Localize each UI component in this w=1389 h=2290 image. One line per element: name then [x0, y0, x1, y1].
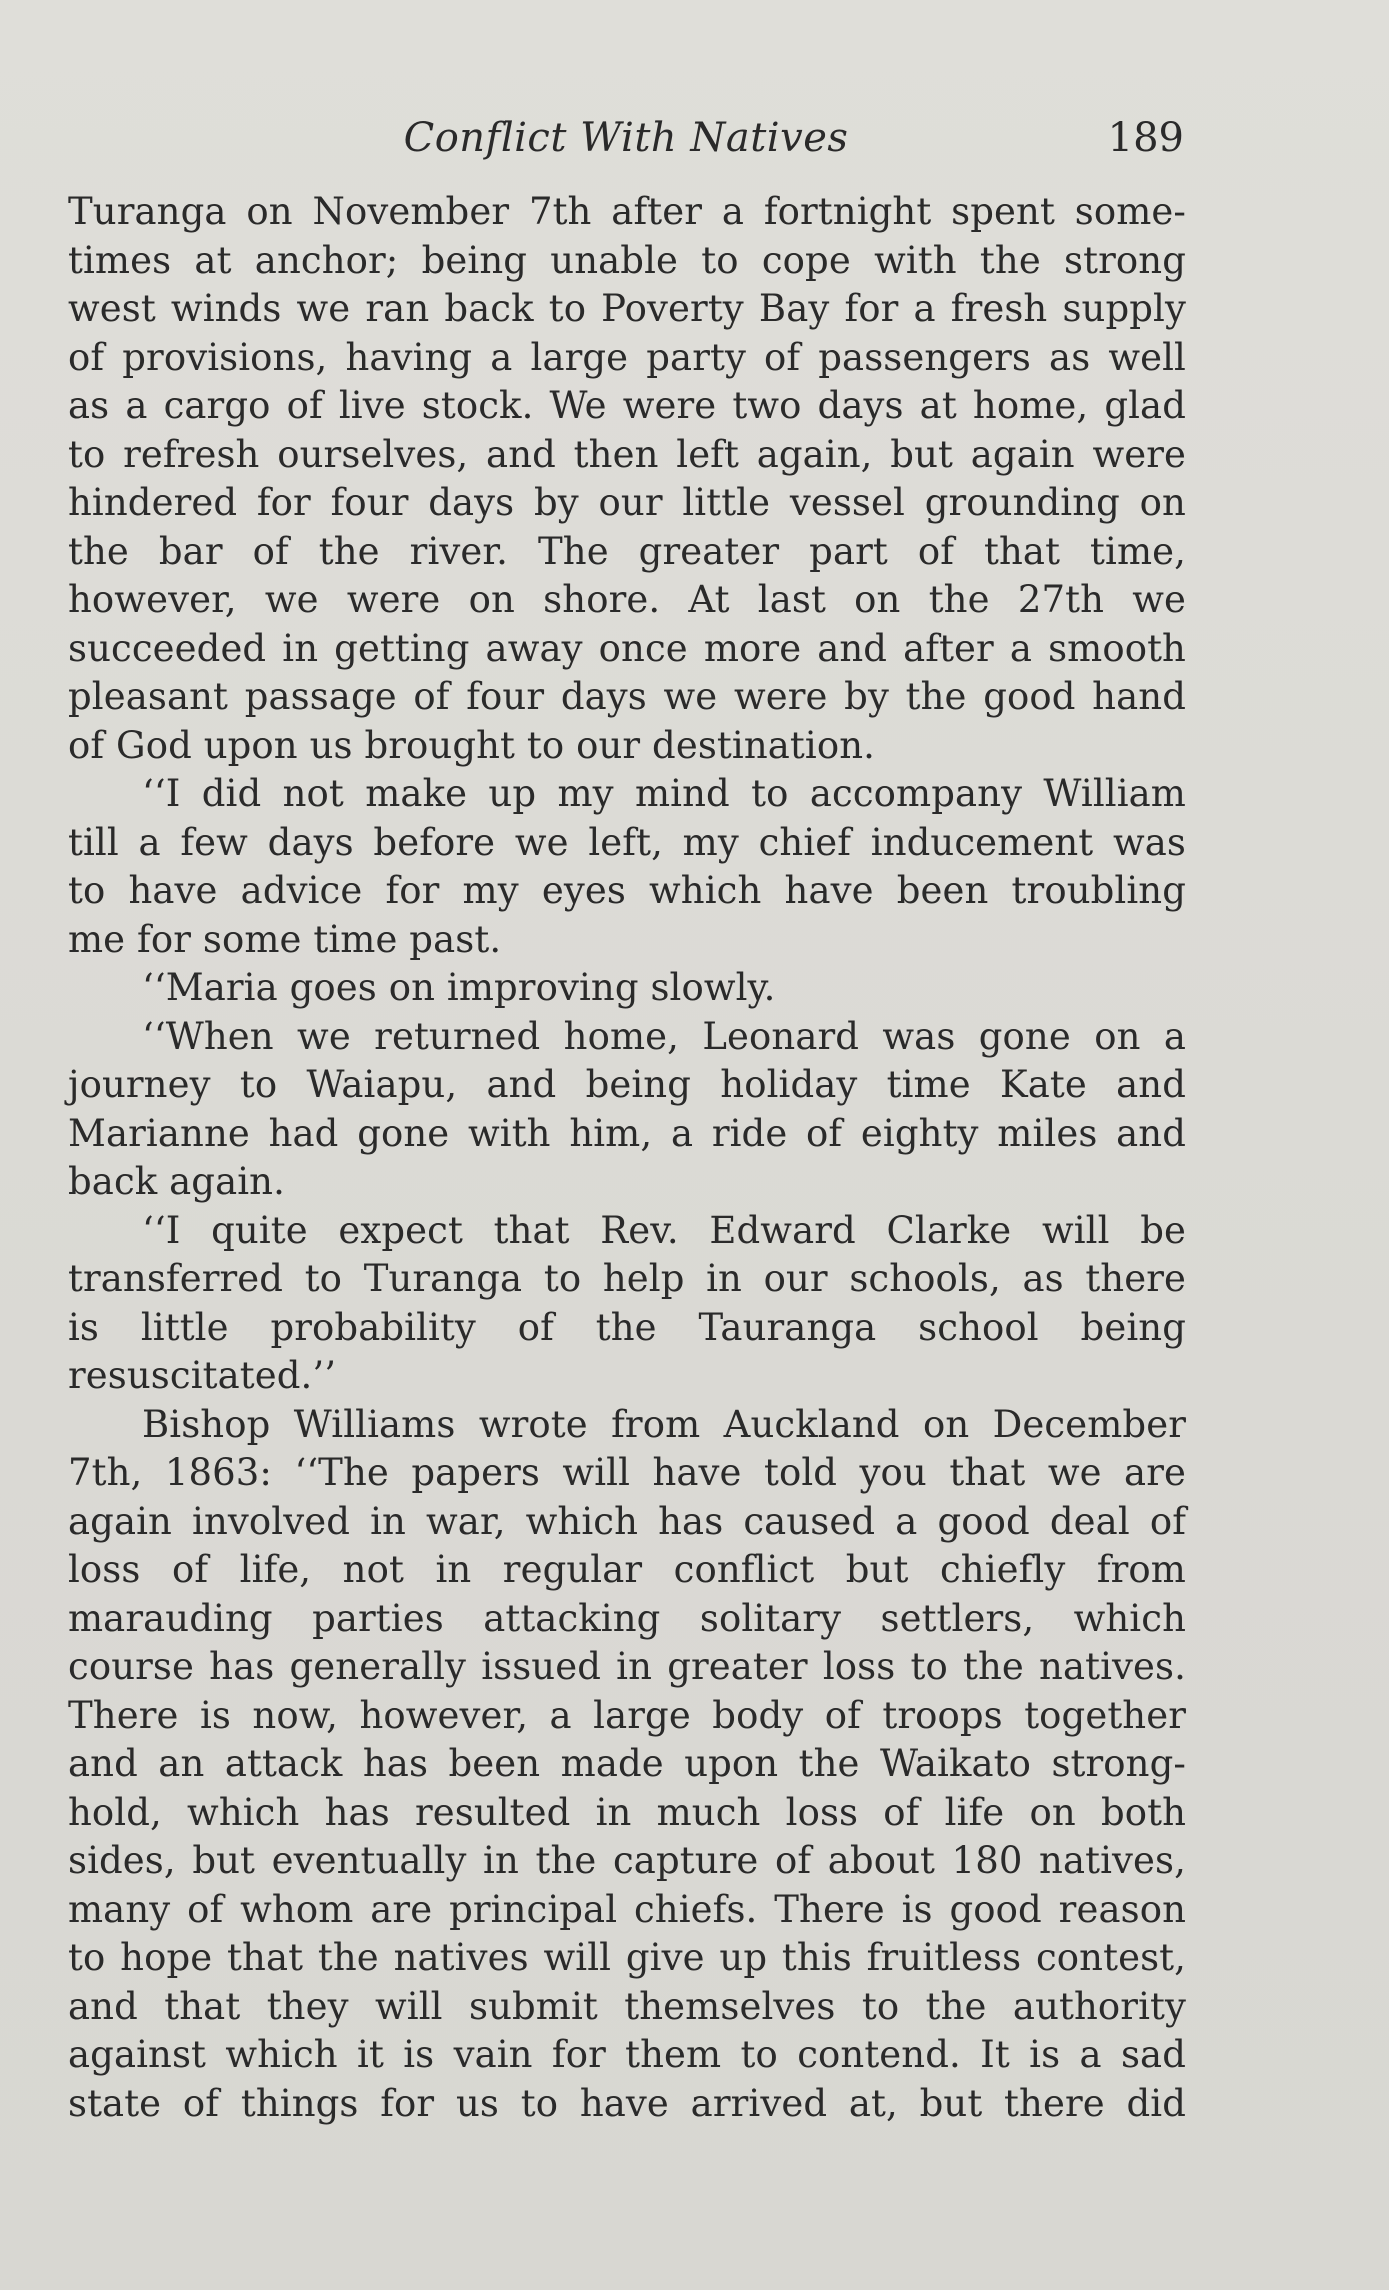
text-line: is little probability of the Tauranga school being [68, 1305, 1186, 1349]
text-line: hindered for four days by our little vessel grounding on [68, 481, 1186, 524]
text-line: me for some time past. [68, 917, 502, 961]
text-line: times at anchor; being unable to cope with the strong [68, 238, 1186, 282]
text-line: however, we were on shore. At last on the 27th we [68, 578, 1186, 621]
text-line: marauding parties attacking solitary settlers, which [68, 1596, 1186, 1640]
text-line: against which it is vain for them to contend. It is a sad [68, 2033, 1186, 2076]
text-line: course has generally issued in greater loss to the natives. [68, 1645, 1186, 1688]
text-line: resuscitated.’’ [68, 1354, 337, 1397]
text-line: to refresh ourselves, and then left again, but again were [68, 432, 1186, 476]
text-line: 7th, 1863: ‘‘The papers will have told you that we are [68, 1451, 1186, 1494]
text-line: ‘‘I did not make up my mind to accompany William [142, 772, 1186, 815]
text-line: state of things for us to have arrived at, but there did [68, 2081, 1186, 2125]
text-line: and that they will submit themselves to the authority [68, 1984, 1186, 2028]
text-line: of God upon us brought to our destination. [68, 723, 875, 767]
text-line: Marianne had gone with him, a ride of eighty miles and [68, 1111, 1186, 1155]
page-number: 189 [1107, 115, 1184, 161]
body-text [68, 188, 1186, 2128]
text-line: west winds we ran back to Poverty Bay for a fresh supply [68, 287, 1186, 330]
text-line: There is now, however, a large body of troops together [68, 1693, 1186, 1737]
text-line: again involved in war, which has caused a good deal of [68, 1499, 1186, 1543]
text-line: sides, but eventually in the capture of about 180 natives, [68, 1839, 1186, 1882]
text-line: many of whom are principal chiefs. There is good reason [68, 1887, 1186, 1931]
text-line: to hope that the natives will give up this fruitless contest, [68, 1936, 1186, 1979]
text-line: Turanga on November 7th after a fortnight spent some- [68, 190, 1186, 233]
text-line: journey to Waiapu, and being holiday time Kate and [68, 1063, 1186, 1106]
text-line: transferred to Turanga to help in our schools, as there [68, 1257, 1186, 1300]
text-line: the bar of the river. The greater part of that time, [68, 529, 1186, 573]
text-line: of provisions, having a large party of passengers as well [68, 335, 1186, 379]
text-line: and an attack has been made upon the Waikato strong- [68, 1742, 1186, 1785]
text-line: back again. [68, 1160, 285, 1203]
text-line: succeeded in getting away once more and after a smooth [68, 626, 1186, 670]
text-line: ‘‘I quite expect that Rev. Edward Clarke will be [142, 1208, 1186, 1252]
text-line: ‘‘Maria goes on improving slowly. [142, 966, 776, 1009]
text-line: till a few days before we left, my chief inducement was [68, 820, 1186, 864]
text-line: loss of life, not in regular conflict but chiefly from [68, 1548, 1186, 1591]
running-title: Conflict With Natives [403, 115, 849, 161]
text-line: as a cargo of live stock. We were two days at home, glad [68, 384, 1186, 427]
text-line: pleasant passage of four days we were by the good hand [68, 675, 1186, 718]
page-header [66, 108, 1186, 168]
text-line: Bishop Williams wrote from Auckland on December [142, 1402, 1186, 1446]
text-line: hold, which has resulted in much loss of life on both [68, 1790, 1186, 1834]
text-line: to have advice for my eyes which have been troubling [68, 869, 1186, 912]
text-line: ‘‘When we returned home, Leonard was gone on a [142, 1014, 1186, 1058]
